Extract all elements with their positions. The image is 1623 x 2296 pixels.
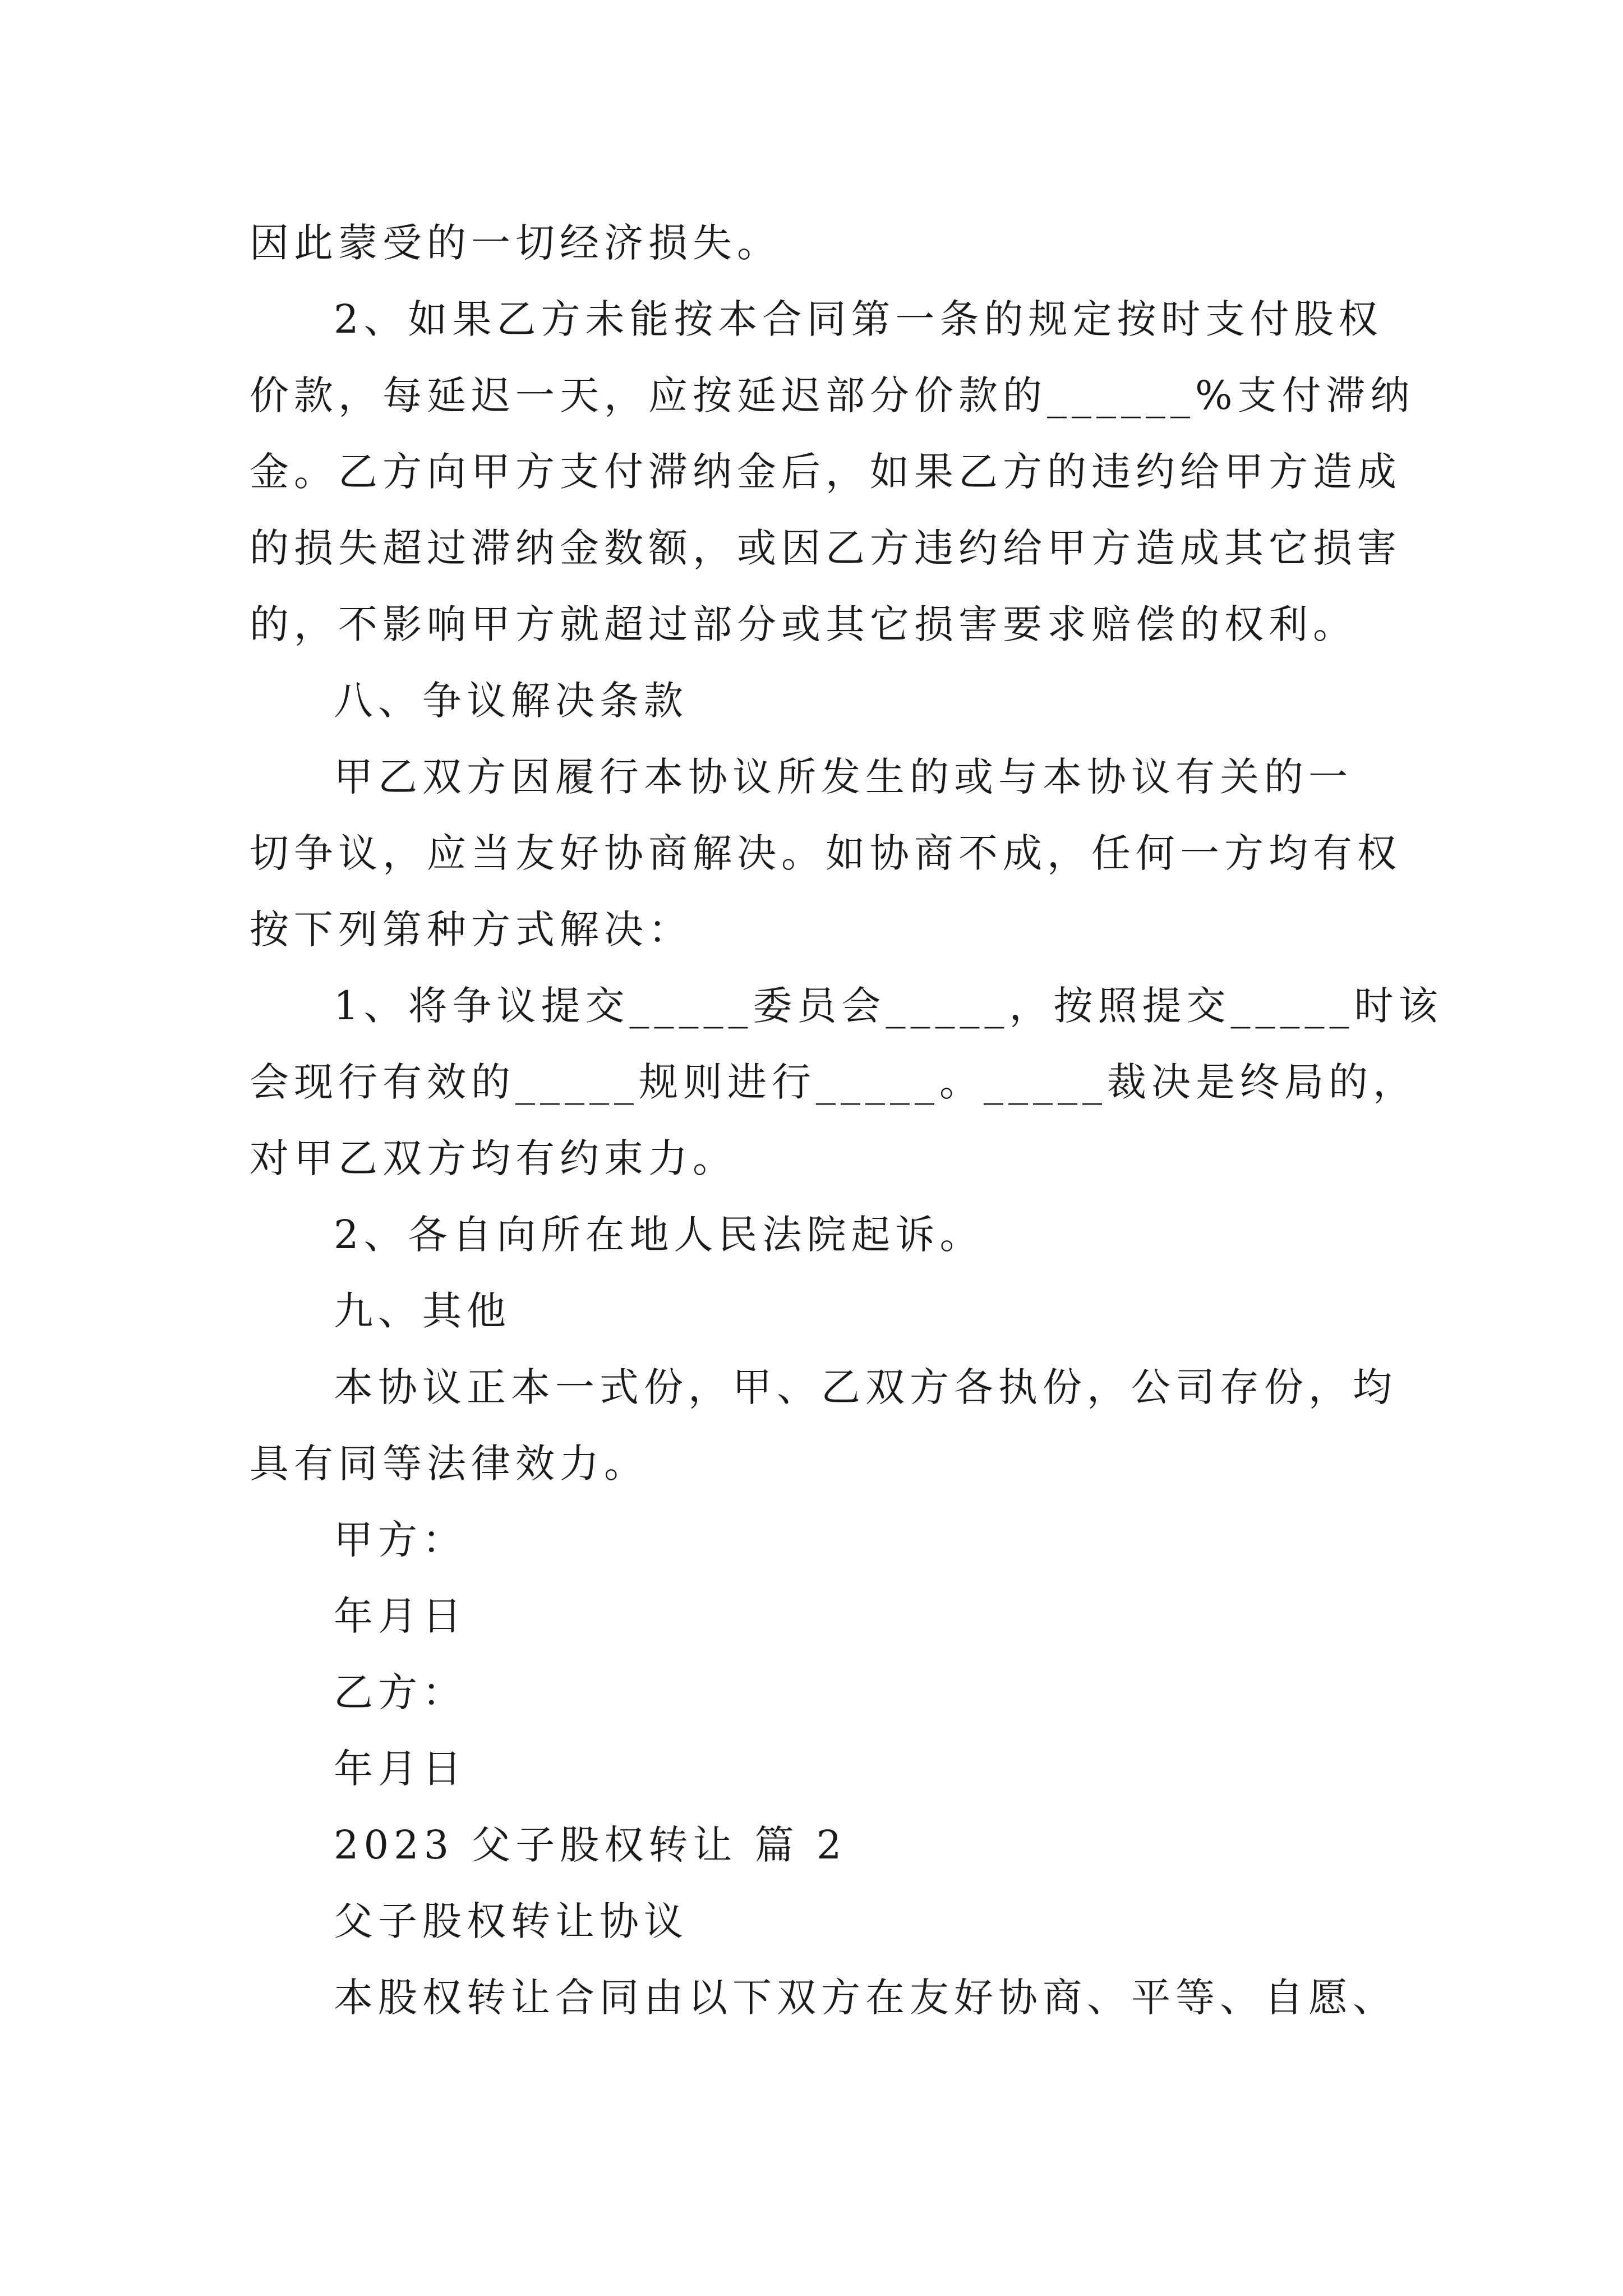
text-line: 的损失超过滞纳金数额，或因乙方违约给甲方造成其它损害 [250,525,1401,571]
text-line: 具有同等法律效力。 [250,1441,648,1487]
article-title: 2023 父子股权转让 篇 2 [334,1822,847,1868]
text-line: 金。乙方向甲方支付滞纳金后，如果乙方的违约给甲方造成 [250,449,1401,495]
text-line: 2、各自向所在地人民法院起诉。 [334,1212,984,1258]
signature-date: 年月日 [334,1593,467,1639]
signature-party-b: 乙方： [334,1669,467,1715]
text-line: 本股权转让合同由以下双方在友好协商、平等、自愿、 [334,1975,1397,2021]
text-line: 本协议正本一式份，甲、乙双方各执份，公司存份，均 [334,1364,1397,1410]
section-heading: 八、争议解决条款 [334,678,688,724]
section-heading: 九、其他 [334,1288,511,1334]
agreement-title: 父子股权转让协议 [334,1898,688,1944]
text-line: 对甲乙双方均有约束力。 [250,1135,737,1181]
text-line: 会现行有效的_____规则进行_____。_____裁决是终局的， [250,1059,1417,1105]
text-line: 甲乙双方因履行本协议所发生的或与本协议有关的一 [334,754,1353,800]
text-line: 2、如果乙方未能按本合同第一条的规定按时支付股权 [334,296,1383,342]
signature-date: 年月日 [334,1746,467,1792]
text-line: 按下列第种方式解决： [250,907,693,953]
text-line: 的，不影响甲方就超过部分或其它损害要求赔偿的权利。 [250,601,1357,647]
text-line: 切争议，应当友好协商解决。如协商不成，任何一方均有权 [250,830,1401,876]
document-body [250,205,1443,2036]
text-line: 1、将争议提交_____委员会_____，按照提交_____时该 [334,983,1443,1029]
signature-party-a: 甲方： [334,1517,467,1563]
text-line: 因此蒙受的一切经济损失。 [250,220,781,266]
text-line: 价款，每延迟一天，应按延迟部分价款的______%支付滞纳 [250,372,1415,418]
